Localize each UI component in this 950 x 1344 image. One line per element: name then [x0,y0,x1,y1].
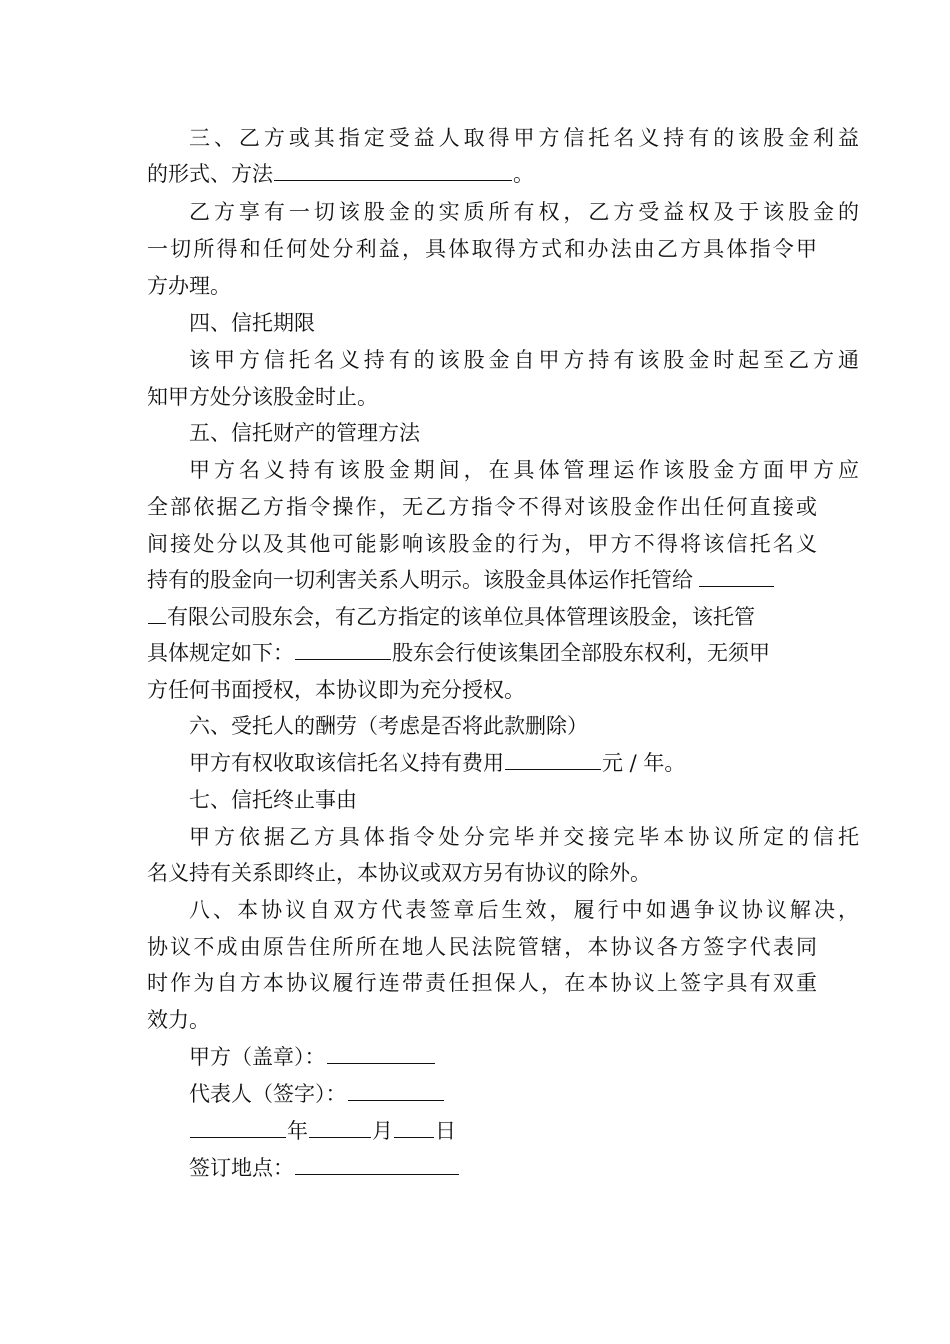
section-heading-termination [189,782,859,818]
text: 七、信托终止事由 [189,788,357,812]
paragraph-line [189,819,859,855]
text: 全部依据乙方指令操作，无乙方指令不得对该股金作出任何直接或 [147,495,817,519]
text: 甲方名义持有该股金期间，在具体管理运作该股金方面甲方应 [189,458,859,482]
label: 月 [372,1119,393,1143]
text: 的形式、方法 [147,162,273,186]
text: 元 / 年。 [602,751,686,775]
text: 效力。 [147,1008,210,1032]
text: 方办理。 [147,274,231,298]
label: 甲方（盖章）： [189,1045,326,1069]
paragraph-line [147,929,817,965]
text: 协议不成由原告住所所在地人民法院管辖，本协议各方签字代表同 [147,935,817,959]
paragraph-line [147,526,817,562]
text: 八、本协议自双方代表签章后生效，履行中如遇争议协议解决， [189,898,859,922]
text: 三、乙方或其指定受益人取得甲方信托名义持有的该股金利益 [189,126,859,150]
text: 持有的股金向一切利害关系人明示。该股金具体运作托管给 [147,568,693,592]
label: 代表人（签字）： [189,1082,347,1106]
paragraph-line [147,672,817,708]
fill-blank-method[interactable] [274,160,512,181]
clause-3-heading-line-2 [147,156,817,192]
paragraph-line [189,342,859,378]
text: 有限公司股东会，有乙方指定的该单位具体管理该股金，该托管 [167,605,755,629]
fill-blank-representative[interactable] [348,1080,444,1101]
paragraph-line [147,965,817,1001]
label: 年 [287,1119,308,1143]
paragraph-line [147,379,817,415]
paragraph-line [147,1002,817,1038]
fill-blank-month[interactable] [309,1117,371,1138]
text: 名义持有关系即终止，本协议或双方另有协议的除外。 [147,861,651,885]
text: 间接处分以及其他可能影响该股金的行为，甲方不得将该信托名义 [147,532,817,556]
fill-blank-company-part2[interactable] [148,603,166,624]
fill-blank-party-a-seal[interactable] [327,1043,435,1064]
signature-party-a [189,1039,859,1075]
paragraph-line [147,635,817,671]
fill-blank-place[interactable] [295,1154,459,1175]
paragraph-line [147,562,817,598]
text: 知甲方处分该股金时止。 [147,385,378,409]
paragraph-line [147,268,817,304]
text: 具体规定如下： [147,641,294,665]
text: 甲方依据乙方具体指令处分完毕并交接完毕本协议所定的信托 [189,825,859,849]
signature-representative [189,1076,859,1112]
signature-place [189,1150,859,1186]
fill-blank-fee[interactable] [505,749,601,770]
clause-3-heading-line-1 [189,120,859,156]
label: 签订地点： [189,1156,294,1180]
fill-blank-year[interactable] [190,1117,286,1138]
section-heading-remuneration [189,708,859,744]
text: 乙方享有一切该股金的实质所有权，乙方受益权及于该股金的 [189,200,859,224]
text: 股东会行使该集团全部股东权利，无须甲 [392,641,770,665]
paragraph-line [189,452,859,488]
paragraph-line [147,855,817,891]
paragraph-line [189,194,859,230]
text: 甲方有权收取该信托名义持有费用 [189,751,504,775]
text: 。 [513,162,534,186]
fill-blank-rules[interactable] [295,639,391,660]
fill-blank-day[interactable] [394,1117,434,1138]
label: 日 [435,1119,456,1143]
section-heading-trust-term [189,305,859,341]
paragraph-line [189,892,859,928]
text: 时作为自方本协议履行连带责任担保人，在本协议上签字具有双重 [147,971,817,995]
signature-date [189,1113,859,1149]
fill-blank-company-part1[interactable] [699,566,774,587]
paragraph-line [189,745,859,781]
paragraph-line [147,599,817,635]
text: 一切所得和任何处分利益，具体取得方式和办法由乙方具体指令甲 [147,237,817,261]
text: 方任何书面授权，本协议即为充分授权。 [147,678,525,702]
text: 五、信托财产的管理方法 [189,421,420,445]
text: 该甲方信托名义持有的该股金自甲方持有该股金时起至乙方通 [189,348,859,372]
section-heading-management [189,415,859,451]
text: 四、信托期限 [189,311,315,335]
paragraph-line [147,489,817,525]
text: 六、受托人的酬劳（考虑是否将此款删除） [189,714,588,738]
paragraph-line [147,231,817,267]
